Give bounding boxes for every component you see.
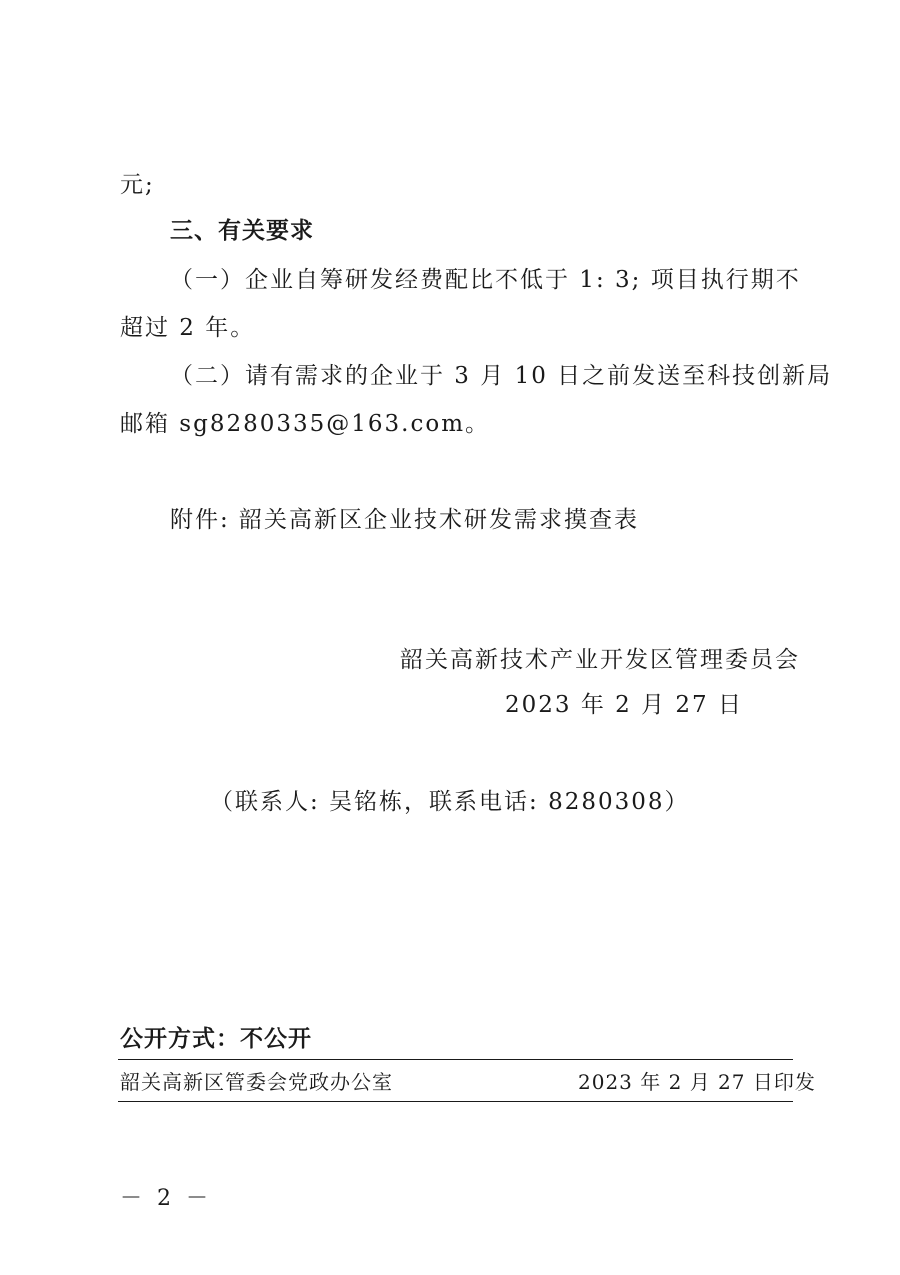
signature-organization: 韶关高新技术产业开发区管理委员会 xyxy=(400,647,800,673)
section-heading: 三、有关要求 xyxy=(170,218,314,244)
attachment-line: 附件: 韶关高新区企业技术研发需求摸查表 xyxy=(170,507,640,533)
requirement-item-1-line-2: 超过 2 年。 xyxy=(120,315,256,341)
requirement-item-2-line-1: （二）请有需求的企业于 3 月 10 日之前发送至科技创新局 xyxy=(170,363,833,389)
requirement-item-2-line-2: 邮箱 sg8280335@163.com。 xyxy=(120,411,491,437)
disclosure-mode: 公开方式：不公开 xyxy=(120,1026,312,1052)
footer-print-date: 2023 年 2 月 27 日印发 xyxy=(578,1070,816,1094)
page-number: － 2 － xyxy=(120,1186,212,1211)
footer-top-rule xyxy=(118,1059,793,1060)
requirement-item-1-line-1: （一）企业自筹研发经费配比不低于 1: 3; 项目执行期不 xyxy=(170,267,801,293)
footer-issuer: 韶关高新区管委会党政办公室 xyxy=(120,1070,393,1094)
footer-bottom-rule xyxy=(118,1101,793,1102)
continued-text-line: 元; xyxy=(120,172,155,198)
contact-info: （联系人: 吴铭栋，联系电话: 8280308） xyxy=(210,789,690,815)
signature-date: 2023 年 2 月 27 日 xyxy=(505,692,743,718)
